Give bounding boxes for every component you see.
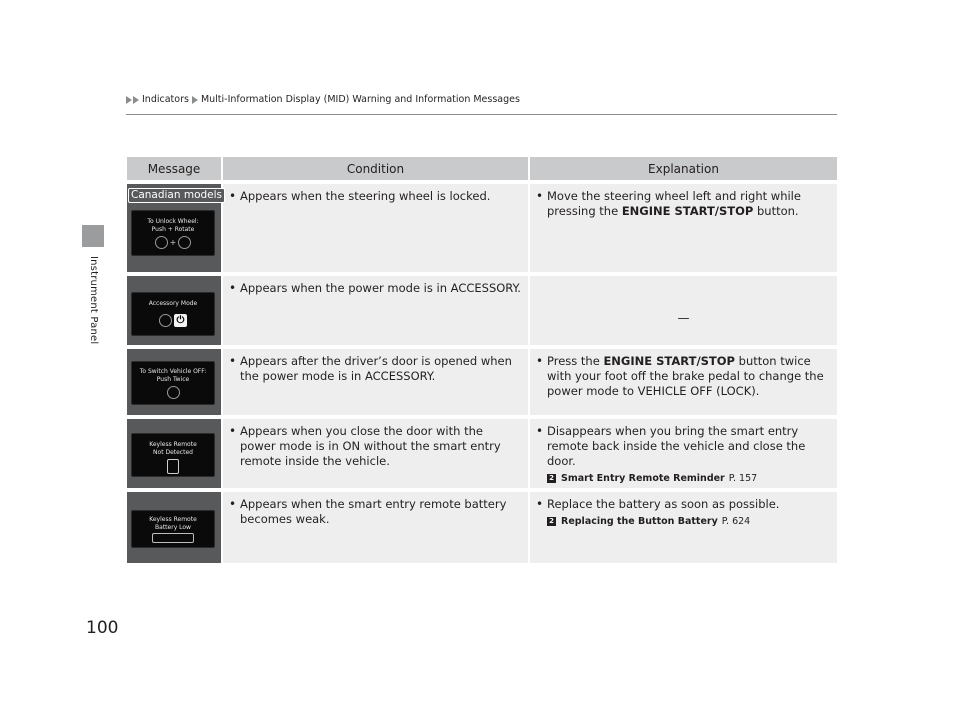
- table-header: [127, 157, 837, 180]
- screen-text: Keyless Remote: [149, 516, 197, 523]
- explanation-text: —: [677, 311, 690, 325]
- explanation-cell: [530, 419, 837, 488]
- reference-icon: 2: [547, 517, 556, 526]
- bullet: •: [536, 189, 544, 203]
- cross-reference-link[interactable]: [547, 471, 831, 486]
- condition-text: Appears when the steering wheel is locked.: [240, 189, 491, 203]
- bullet: •: [229, 189, 237, 203]
- messages-table: [127, 157, 837, 563]
- condition-text: Appears after the driver’s door is opened when the power mode is in ACCESSORY.: [240, 354, 512, 383]
- header-condition: Condition: [346, 161, 405, 176]
- reference-icon: 2: [547, 474, 556, 483]
- reference-page: P. 157: [728, 473, 758, 484]
- push-button-icon: [178, 236, 191, 249]
- screen-text: Keyless Remote: [149, 441, 197, 448]
- brake-pedal-icon: [159, 314, 172, 327]
- table-row: [127, 419, 837, 488]
- bullet: •: [536, 497, 544, 511]
- section-side-label: Instrument Panel: [88, 256, 99, 345]
- reference-title: Smart Entry Remote Reminder: [561, 473, 725, 484]
- cross-reference-link[interactable]: [547, 514, 831, 529]
- screen-text: To Unlock Wheel:: [147, 218, 199, 225]
- table-row: [127, 184, 837, 272]
- explanation-text: Press the ENGINE START/STOP button twice with your foot off the brake pedal to change the power mode to VEHICLE OFF (LOCK).: [547, 354, 824, 398]
- screen-text: Push + Rotate: [151, 225, 195, 233]
- bullet: •: [536, 354, 544, 368]
- condition-cell: [223, 276, 528, 345]
- page-number: 100: [86, 618, 119, 638]
- explanation-cell: [530, 184, 837, 272]
- condition-text: Appears when the power mode is in ACCESSORY.: [240, 281, 521, 295]
- breadcrumb-arrow-icon: [192, 96, 198, 104]
- push-button-icon: [167, 386, 180, 399]
- mid-screen: [131, 292, 215, 336]
- message-image: [127, 184, 221, 272]
- breadcrumb-arrow-icon: [133, 96, 139, 104]
- canadian-models-badge: Canadian models: [128, 188, 225, 203]
- breadcrumb-arrow-icon: [126, 96, 132, 104]
- bullet: •: [229, 281, 237, 295]
- steering-wheel-icon: [155, 236, 168, 249]
- table-row: [127, 276, 837, 345]
- message-image: [127, 349, 221, 415]
- message-image: [127, 276, 221, 345]
- explanation-cell: [530, 349, 837, 415]
- breadcrumb-item-indicators[interactable]: Indicators: [142, 94, 189, 105]
- mid-screen: To Unlock Wheel: Push + Rotate +: [131, 210, 215, 256]
- condition-text: Appears when you close the door with the power mode is in ON without the smart entry remote inside the vehicle.: [240, 424, 501, 468]
- condition-cell: [223, 184, 528, 272]
- explanation-text: Move the steering wheel left and right while pressing the ENGINE START/STOP button.: [547, 189, 801, 218]
- power-button-icon: ⏻: [174, 314, 187, 327]
- side-tab-marker: [82, 225, 104, 247]
- header-explanation: Explanation: [648, 161, 719, 176]
- screen-text: Battery Low: [155, 523, 191, 531]
- bullet: •: [536, 424, 544, 438]
- mid-screen: [131, 433, 215, 477]
- screen-text: To Switch Vehicle OFF:: [139, 368, 207, 375]
- mid-screen: [131, 510, 215, 548]
- bullet: •: [229, 354, 237, 368]
- condition-cell: [223, 419, 528, 488]
- table-row: [127, 349, 837, 415]
- explanation-cell: [530, 276, 837, 345]
- condition-text: Appears when the smart entry remote battery becomes weak.: [240, 497, 507, 526]
- breadcrumb: [126, 94, 523, 105]
- message-image: [127, 419, 221, 488]
- smart-key-icon: [167, 459, 179, 474]
- bullet: •: [229, 497, 237, 511]
- reference-page: P. 624: [721, 516, 751, 527]
- breadcrumb-item-mid-messages[interactable]: Multi-Information Display (MID) Warning and Information Messages: [200, 94, 520, 105]
- mid-screen: [131, 361, 215, 405]
- explanation-text: Replace the battery as soon as possible.: [547, 497, 780, 511]
- condition-cell: [223, 349, 528, 415]
- screen-text: Accessory Mode: [148, 300, 198, 307]
- screen-text: Push Twice: [156, 375, 190, 383]
- bullet: •: [229, 424, 237, 438]
- reference-title: Replacing the Button Battery: [561, 516, 718, 527]
- explanation-cell: [530, 492, 837, 563]
- message-image: [127, 492, 221, 563]
- header-rule: [126, 114, 837, 115]
- table-row: [127, 492, 837, 563]
- battery-icon: [152, 533, 194, 543]
- screen-text: Not Detected: [153, 448, 193, 456]
- explanation-text: Disappears when you bring the smart entry remote back inside the vehicle and close the door.: [547, 424, 806, 468]
- header-message: Message: [147, 161, 201, 176]
- condition-cell: [223, 492, 528, 563]
